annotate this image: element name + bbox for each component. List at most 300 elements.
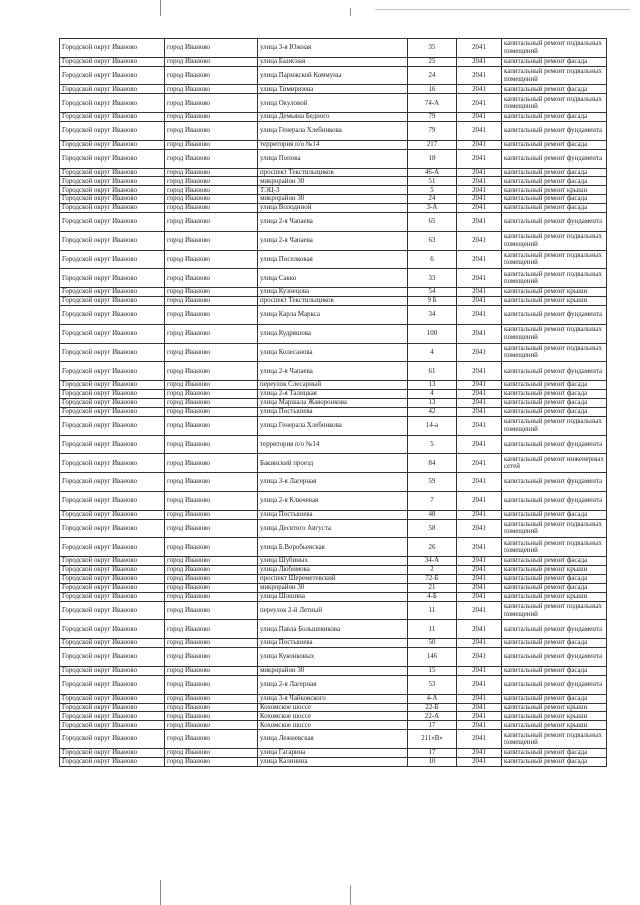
street-cell: улица Попова: [258, 149, 408, 168]
house-number-cell: 3-А: [408, 204, 457, 213]
table-row: [60, 574, 607, 583]
street-cell: улица Павла Большевикова: [258, 620, 408, 639]
table-body: [60, 39, 607, 767]
work-type-cell: капитальный ремонт подвальных помещений: [502, 250, 607, 269]
year-cell: 2041: [457, 343, 502, 362]
district-cell: Городской округ Иваново: [60, 519, 165, 538]
house-number-cell: 7: [408, 491, 457, 510]
table-row: [60, 694, 607, 703]
district-cell: Городской округ Иваново: [60, 703, 165, 712]
house-number-cell: 25: [408, 57, 457, 66]
city-cell: город Иваново: [165, 675, 258, 694]
district-cell: Городской округ Иваново: [60, 168, 165, 177]
street-cell: улица Генерала Хлебникова: [258, 416, 408, 435]
table-row: [60, 297, 607, 306]
work-type-cell: капитальный ремонт фундамента: [502, 435, 607, 454]
house-number-cell: 24: [408, 66, 457, 85]
house-number-cell: 21: [408, 583, 457, 592]
work-type-cell: капитальный ремонт фасада: [502, 748, 607, 757]
year-cell: 2041: [457, 381, 502, 390]
house-number-cell: 26: [408, 538, 457, 557]
work-type-cell: капитальный ремонт подвальных помещений: [502, 231, 607, 250]
house-number-cell: 22-А: [408, 712, 457, 721]
year-cell: 2041: [457, 730, 502, 749]
year-cell: 2041: [457, 231, 502, 250]
district-cell: Городской округ Иваново: [60, 250, 165, 269]
city-cell: город Иваново: [165, 666, 258, 675]
street-cell: Кохомское шоссе: [258, 703, 408, 712]
street-cell: улица Калинина: [258, 757, 408, 766]
work-type-cell: капитальный ремонт инженерных сетей: [502, 454, 607, 473]
work-type-cell: капитальный ремонт фасада: [502, 390, 607, 399]
street-cell: микрорайон 30: [258, 583, 408, 592]
house-number-cell: 4: [408, 343, 457, 362]
year-cell: 2041: [457, 250, 502, 269]
table-row: [60, 757, 607, 766]
table-row: [60, 168, 607, 177]
work-type-cell: капитальный ремонт фундамента: [502, 213, 607, 232]
table-row: [60, 390, 607, 399]
work-type-cell: капитальный ремонт фасада: [502, 57, 607, 66]
street-cell: улица Постышева: [258, 407, 408, 416]
table-row: [60, 721, 607, 730]
work-type-cell: капитальный ремонт фундамента: [502, 122, 607, 141]
street-cell: территория п/о №14: [258, 140, 408, 149]
street-cell: улица Гагарина: [258, 748, 408, 757]
table-row: [60, 288, 607, 297]
street-cell: улица 2-я Лагерная: [258, 675, 408, 694]
street-cell: улица 2-я Чапаева: [258, 231, 408, 250]
work-type-cell: капитальный ремонт фасада: [502, 666, 607, 675]
table-row: [60, 85, 607, 94]
district-cell: Городской округ Иваново: [60, 473, 165, 492]
repair-schedule-table: [59, 38, 607, 767]
work-type-cell: капитальный ремонт подвальных помещений: [502, 324, 607, 343]
district-cell: Городской округ Иваново: [60, 57, 165, 66]
year-cell: 2041: [457, 557, 502, 566]
city-cell: город Иваново: [165, 416, 258, 435]
house-number-cell: 48: [408, 510, 457, 519]
work-type-cell: капитальный ремонт фасада: [502, 407, 607, 416]
street-cell: микрорайон 30: [258, 177, 408, 186]
table-row: [60, 473, 607, 492]
house-number-cell: 15: [408, 666, 457, 675]
year-cell: 2041: [457, 113, 502, 122]
house-number-cell: 51: [408, 177, 457, 186]
house-number-cell: 6: [408, 250, 457, 269]
district-cell: Городской округ Иваново: [60, 666, 165, 675]
city-cell: город Иваново: [165, 748, 258, 757]
year-cell: 2041: [457, 297, 502, 306]
work-type-cell: капитальный ремонт подвальных помещений: [502, 730, 607, 749]
district-cell: Городской округ Иваново: [60, 721, 165, 730]
city-cell: город Иваново: [165, 721, 258, 730]
street-cell: улица Шубиных: [258, 557, 408, 566]
street-cell: улица 3-я Южная: [258, 39, 408, 58]
house-number-cell: 5: [408, 186, 457, 195]
city-cell: город Иваново: [165, 149, 258, 168]
year-cell: 2041: [457, 694, 502, 703]
year-cell: 2041: [457, 757, 502, 766]
street-cell: улица Б.Воробьевская: [258, 538, 408, 557]
house-number-cell: 34: [408, 305, 457, 324]
district-cell: Городской округ Иваново: [60, 748, 165, 757]
district-cell: Городской округ Иваново: [60, 538, 165, 557]
house-number-cell: 35: [408, 39, 457, 58]
house-number-cell: 79: [408, 113, 457, 122]
year-cell: 2041: [457, 85, 502, 94]
street-cell: улица Тимирязева: [258, 85, 408, 94]
table-row: [60, 648, 607, 667]
year-cell: 2041: [457, 519, 502, 538]
district-cell: Городской округ Иваново: [60, 557, 165, 566]
house-number-cell: 59: [408, 473, 457, 492]
district-cell: Городской округ Иваново: [60, 288, 165, 297]
house-number-cell: 84: [408, 454, 457, 473]
scan-mark-top-right: [350, 8, 351, 16]
table-row: [60, 666, 607, 675]
year-cell: 2041: [457, 94, 502, 113]
table-row: [60, 748, 607, 757]
work-type-cell: капитальный ремонт фундамента: [502, 305, 607, 324]
house-number-cell: 217: [408, 140, 457, 149]
house-number-cell: 42: [408, 407, 457, 416]
street-cell: переулок 2-й Летный: [258, 601, 408, 620]
year-cell: 2041: [457, 288, 502, 297]
year-cell: 2041: [457, 390, 502, 399]
house-number-cell: 18: [408, 149, 457, 168]
year-cell: 2041: [457, 601, 502, 620]
year-cell: 2041: [457, 435, 502, 454]
house-number-cell: 11: [408, 601, 457, 620]
table-row: [60, 195, 607, 204]
year-cell: 2041: [457, 721, 502, 730]
city-cell: город Иваново: [165, 407, 258, 416]
street-cell: улица Парижской Коммуны: [258, 66, 408, 85]
city-cell: город Иваново: [165, 94, 258, 113]
table-row: [60, 250, 607, 269]
city-cell: город Иваново: [165, 39, 258, 58]
scan-mark-bottom-right: [350, 885, 351, 905]
city-cell: город Иваново: [165, 250, 258, 269]
street-cell: улица Любимова: [258, 566, 408, 575]
district-cell: Городской округ Иваново: [60, 390, 165, 399]
work-type-cell: капитальный ремонт фундамента: [502, 491, 607, 510]
year-cell: 2041: [457, 675, 502, 694]
district-cell: Городской округ Иваново: [60, 186, 165, 195]
work-type-cell: капитальный ремонт фундамента: [502, 620, 607, 639]
work-type-cell: капитальный ремонт фасада: [502, 510, 607, 519]
table-row: [60, 149, 607, 168]
scan-mark-bottom: [160, 880, 161, 905]
scan-mark-top-line: [375, 9, 630, 10]
table-row: [60, 557, 607, 566]
district-cell: Городской округ Иваново: [60, 675, 165, 694]
work-type-cell: капитальный ремонт подвальных помещений: [502, 343, 607, 362]
house-number-cell: 63: [408, 231, 457, 250]
year-cell: 2041: [457, 538, 502, 557]
year-cell: 2041: [457, 648, 502, 667]
city-cell: город Иваново: [165, 730, 258, 749]
city-cell: город Иваново: [165, 592, 258, 601]
work-type-cell: капитальный ремонт крыши: [502, 186, 607, 195]
city-cell: город Иваново: [165, 620, 258, 639]
year-cell: 2041: [457, 666, 502, 675]
table-row: [60, 730, 607, 749]
year-cell: 2041: [457, 168, 502, 177]
street-cell: улица 3-я Чайковского: [258, 694, 408, 703]
city-cell: город Иваново: [165, 491, 258, 510]
city-cell: город Иваново: [165, 538, 258, 557]
year-cell: 2041: [457, 748, 502, 757]
district-cell: Городской округ Иваново: [60, 269, 165, 288]
year-cell: 2041: [457, 592, 502, 601]
table-row: [60, 140, 607, 149]
district-cell: Городской округ Иваново: [60, 491, 165, 510]
district-cell: Городской округ Иваново: [60, 592, 165, 601]
work-type-cell: капитальный ремонт фасада: [502, 177, 607, 186]
work-type-cell: капитальный ремонт подвальных помещений: [502, 66, 607, 85]
city-cell: город Иваново: [165, 113, 258, 122]
house-number-cell: 4: [408, 390, 457, 399]
work-type-cell: капитальный ремонт крыши: [502, 566, 607, 575]
house-number-cell: 46-А: [408, 168, 457, 177]
street-cell: улица Куконковых: [258, 648, 408, 667]
year-cell: 2041: [457, 39, 502, 58]
table-row: [60, 186, 607, 195]
work-type-cell: капитальный ремонт подвальных помещений: [502, 416, 607, 435]
district-cell: Городской округ Иваново: [60, 39, 165, 58]
work-type-cell: капитальный ремонт фасада: [502, 557, 607, 566]
work-type-cell: капитальный ремонт фундамента: [502, 362, 607, 381]
work-type-cell: капитальный ремонт фасада: [502, 381, 607, 390]
city-cell: город Иваново: [165, 381, 258, 390]
district-cell: Городской округ Иваново: [60, 305, 165, 324]
year-cell: 2041: [457, 213, 502, 232]
street-cell: улица Поселковая: [258, 250, 408, 269]
district-cell: Городской округ Иваново: [60, 407, 165, 416]
street-cell: переулок Слесарный: [258, 381, 408, 390]
work-type-cell: капитальный ремонт фасада: [502, 694, 607, 703]
table-row: [60, 177, 607, 186]
street-cell: улица Постышева: [258, 510, 408, 519]
year-cell: 2041: [457, 510, 502, 519]
district-cell: Городской округ Иваново: [60, 566, 165, 575]
table-row: [60, 213, 607, 232]
year-cell: 2041: [457, 186, 502, 195]
street-cell: ТЭЦ-3: [258, 186, 408, 195]
table-row: [60, 712, 607, 721]
work-type-cell: капитальный ремонт крыши: [502, 721, 607, 730]
house-number-cell: 146: [408, 648, 457, 667]
house-number-cell: 50: [408, 639, 457, 648]
house-number-cell: 17: [408, 721, 457, 730]
street-cell: улица Сакко: [258, 269, 408, 288]
work-type-cell: капитальный ремонт фасада: [502, 85, 607, 94]
table-row: [60, 398, 607, 407]
house-number-cell: 53: [408, 675, 457, 694]
district-cell: Городской округ Иваново: [60, 574, 165, 583]
district-cell: Городской округ Иваново: [60, 757, 165, 766]
street-cell: Бакинский проезд: [258, 454, 408, 473]
house-number-cell: 4-Б: [408, 592, 457, 601]
district-cell: Городской округ Иваново: [60, 149, 165, 168]
district-cell: Городской округ Иваново: [60, 398, 165, 407]
year-cell: 2041: [457, 305, 502, 324]
house-number-cell: 5: [408, 435, 457, 454]
street-cell: проспект Текстильщиков: [258, 297, 408, 306]
district-cell: Городской округ Иваново: [60, 140, 165, 149]
house-number-cell: 9 Б: [408, 297, 457, 306]
year-cell: 2041: [457, 324, 502, 343]
city-cell: город Иваново: [165, 297, 258, 306]
work-type-cell: капитальный ремонт крыши: [502, 712, 607, 721]
house-number-cell: 33: [408, 269, 457, 288]
table-row: [60, 703, 607, 712]
district-cell: Городской округ Иваново: [60, 435, 165, 454]
city-cell: город Иваново: [165, 566, 258, 575]
city-cell: город Иваново: [165, 557, 258, 566]
house-number-cell: 13: [408, 398, 457, 407]
table-row: [60, 435, 607, 454]
city-cell: город Иваново: [165, 305, 258, 324]
table-row: [60, 454, 607, 473]
street-cell: микрорайон 30: [258, 195, 408, 204]
street-cell: улица Генерала Хлебникова: [258, 122, 408, 141]
house-number-cell: 22-Б: [408, 703, 457, 712]
work-type-cell: капитальный ремонт подвальных помещений: [502, 519, 607, 538]
city-cell: город Иваново: [165, 324, 258, 343]
table-row: [60, 601, 607, 620]
street-cell: улица 2-я Ключевая: [258, 491, 408, 510]
district-cell: Городской округ Иваново: [60, 85, 165, 94]
table-row: [60, 305, 607, 324]
city-cell: город Иваново: [165, 177, 258, 186]
table-row: [60, 381, 607, 390]
district-cell: Городской округ Иваново: [60, 324, 165, 343]
street-cell: Кохомское шоссе: [258, 721, 408, 730]
year-cell: 2041: [457, 204, 502, 213]
city-cell: город Иваново: [165, 195, 258, 204]
table-row: [60, 269, 607, 288]
year-cell: 2041: [457, 620, 502, 639]
house-number-cell: 17: [408, 748, 457, 757]
city-cell: город Иваново: [165, 186, 258, 195]
street-cell: проспект Шереметевский: [258, 574, 408, 583]
district-cell: Городской округ Иваново: [60, 381, 165, 390]
table-row: [60, 204, 607, 213]
house-number-cell: 24: [408, 195, 457, 204]
year-cell: 2041: [457, 416, 502, 435]
year-cell: 2041: [457, 491, 502, 510]
work-type-cell: капитальный ремонт фасада: [502, 757, 607, 766]
table-row: [60, 675, 607, 694]
work-type-cell: капитальный ремонт фасада: [502, 398, 607, 407]
work-type-cell: капитальный ремонт подвальных помещений: [502, 94, 607, 113]
district-cell: Городской округ Иваново: [60, 712, 165, 721]
street-cell: улица Лежневская: [258, 730, 408, 749]
district-cell: Городской округ Иваново: [60, 204, 165, 213]
table-row: [60, 122, 607, 141]
street-cell: территория п/о №14: [258, 435, 408, 454]
work-type-cell: капитальный ремонт крыши: [502, 703, 607, 712]
table-row: [60, 639, 607, 648]
city-cell: город Иваново: [165, 398, 258, 407]
city-cell: город Иваново: [165, 435, 258, 454]
city-cell: город Иваново: [165, 168, 258, 177]
city-cell: город Иваново: [165, 213, 258, 232]
year-cell: 2041: [457, 566, 502, 575]
work-type-cell: капитальный ремонт фасада: [502, 204, 607, 213]
year-cell: 2041: [457, 362, 502, 381]
district-cell: Городской округ Иваново: [60, 297, 165, 306]
house-number-cell: 58: [408, 519, 457, 538]
city-cell: город Иваново: [165, 204, 258, 213]
house-number-cell: 211«В»: [408, 730, 457, 749]
year-cell: 2041: [457, 574, 502, 583]
district-cell: Городской округ Иваново: [60, 416, 165, 435]
district-cell: Городской округ Иваново: [60, 601, 165, 620]
street-cell: улица Демьяна Бедного: [258, 113, 408, 122]
city-cell: город Иваново: [165, 639, 258, 648]
year-cell: 2041: [457, 407, 502, 416]
year-cell: 2041: [457, 712, 502, 721]
table-row: [60, 66, 607, 85]
year-cell: 2041: [457, 473, 502, 492]
house-number-cell: 10: [408, 757, 457, 766]
table-row: [60, 519, 607, 538]
table-row: [60, 583, 607, 592]
district-cell: Городской округ Иваново: [60, 639, 165, 648]
year-cell: 2041: [457, 398, 502, 407]
table-row: [60, 416, 607, 435]
city-cell: город Иваново: [165, 473, 258, 492]
scan-mark-top: [160, 0, 161, 16]
city-cell: город Иваново: [165, 85, 258, 94]
house-number-cell: 13: [408, 381, 457, 390]
city-cell: город Иваново: [165, 454, 258, 473]
district-cell: Городской округ Иваново: [60, 694, 165, 703]
street-cell: улица Окуловой: [258, 94, 408, 113]
city-cell: город Иваново: [165, 583, 258, 592]
work-type-cell: капитальный ремонт фасада: [502, 574, 607, 583]
city-cell: город Иваново: [165, 269, 258, 288]
street-cell: улица Постышева: [258, 639, 408, 648]
work-type-cell: капитальный ремонт фундамента: [502, 675, 607, 694]
year-cell: 2041: [457, 703, 502, 712]
work-type-cell: капитальный ремонт крыши: [502, 288, 607, 297]
table-row: [60, 538, 607, 557]
street-cell: улица Шошина: [258, 592, 408, 601]
table-row: [60, 510, 607, 519]
city-cell: город Иваново: [165, 288, 258, 297]
street-cell: Кохомское шоссе: [258, 712, 408, 721]
work-type-cell: капитальный ремонт подвальных помещений: [502, 538, 607, 557]
street-cell: улица Кудряшова: [258, 324, 408, 343]
work-type-cell: капитальный ремонт фундамента: [502, 473, 607, 492]
house-number-cell: 72-Б: [408, 574, 457, 583]
work-type-cell: капитальный ремонт подвальных помещений: [502, 39, 607, 58]
work-type-cell: капитальный ремонт крыши: [502, 592, 607, 601]
district-cell: Городской округ Иваново: [60, 94, 165, 113]
work-type-cell: капитальный ремонт подвальных помещений: [502, 601, 607, 620]
city-cell: город Иваново: [165, 343, 258, 362]
table-row: [60, 620, 607, 639]
table-row: [60, 231, 607, 250]
city-cell: город Иваново: [165, 574, 258, 583]
city-cell: город Иваново: [165, 231, 258, 250]
district-cell: Городской округ Иваново: [60, 66, 165, 85]
